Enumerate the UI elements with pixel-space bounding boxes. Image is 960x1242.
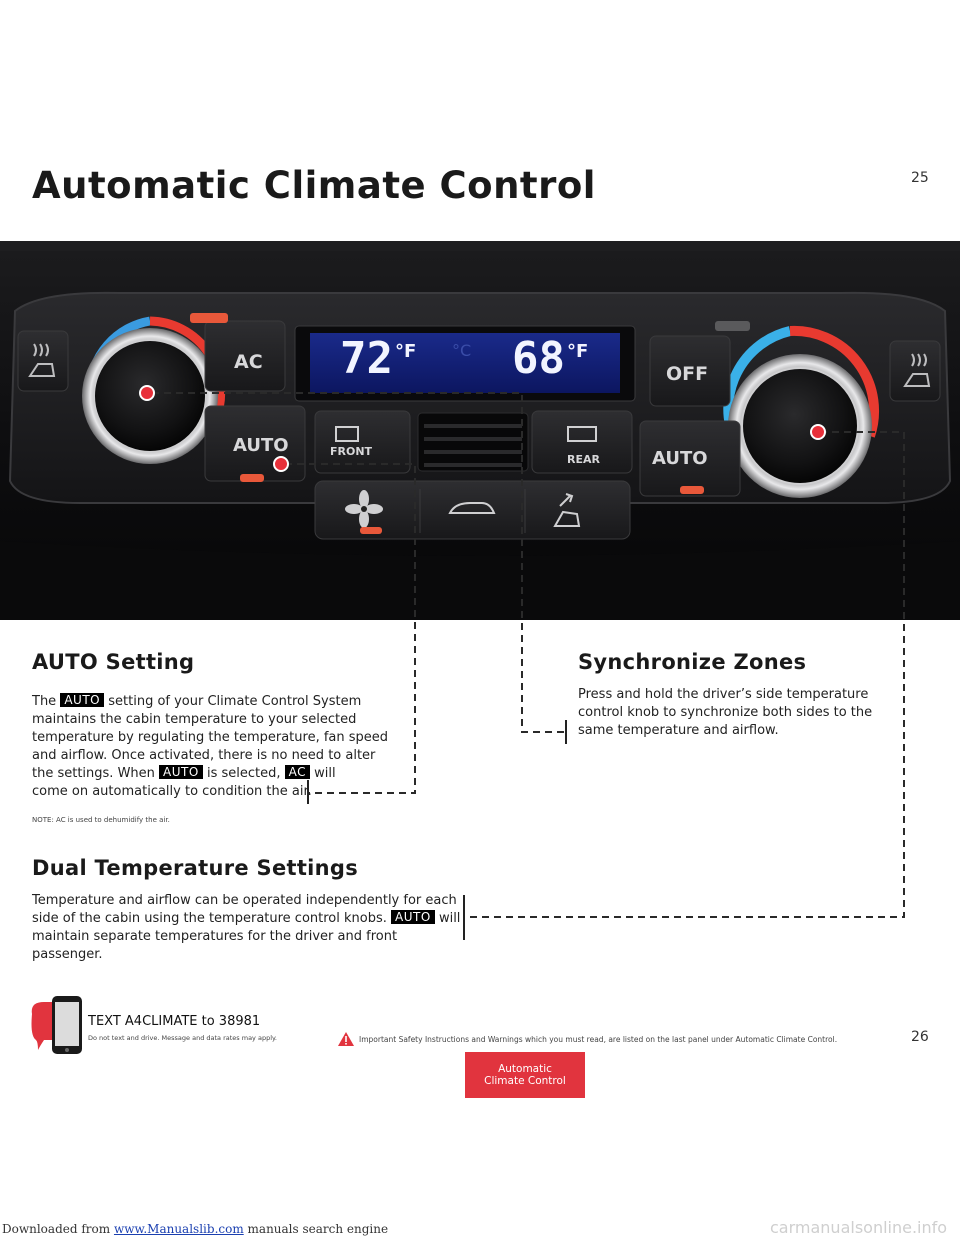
warning-icon bbox=[337, 1031, 355, 1051]
ac-button-label-inline: AC bbox=[285, 765, 310, 779]
footer-suffix: manuals search engine bbox=[247, 1222, 389, 1236]
manualslib-link[interactable]: www.Manualslib.com bbox=[113, 1222, 244, 1236]
safety-warning: Important Safety Instructions and Warnings which you must read, are listed on the last panel under Automatic Climate Control. bbox=[359, 1035, 838, 1044]
page-number-bottom: 26 bbox=[911, 1029, 929, 1045]
text: maintain separate temperatures for the driver and front passenger. bbox=[32, 929, 398, 962]
text: The bbox=[32, 694, 57, 709]
lcd-celsius-unit: °C bbox=[452, 341, 472, 360]
dual-temp-body bbox=[32, 892, 462, 964]
text: is selected, bbox=[206, 766, 281, 781]
auto-left-button-label: AUTO bbox=[233, 435, 289, 456]
watermark: carmanualsonline.info bbox=[770, 1218, 948, 1237]
dual-temp-section bbox=[32, 856, 358, 880]
text: will bbox=[314, 766, 336, 781]
auto-right-button-label: AUTO bbox=[652, 448, 708, 469]
auto-setting-body bbox=[32, 693, 392, 801]
section-tab-automatic-climate-control[interactable] bbox=[465, 1052, 585, 1098]
auto-setting-heading: AUTO Setting bbox=[32, 650, 195, 674]
page-title: Automatic Climate Control bbox=[32, 164, 596, 207]
auto-button-label: AUTO bbox=[60, 693, 104, 707]
text: and airflow. Once activated, there is no need to alter bbox=[32, 748, 376, 763]
rear-defrost-label: REAR bbox=[567, 453, 600, 466]
text: will bbox=[438, 911, 461, 926]
section-tab-line1: Automatic bbox=[498, 1063, 552, 1075]
text: temperature by regulating the temperature, fan speed bbox=[32, 730, 389, 745]
auto-setting-section bbox=[32, 650, 194, 674]
text-promo-disclaimer: Do not text and drive. Message and data rates may apply. bbox=[88, 1034, 277, 1042]
lcd-right-unit: °F bbox=[567, 341, 589, 362]
section-tab-line2: Climate Control bbox=[484, 1075, 566, 1087]
sync-zones-section bbox=[578, 650, 806, 674]
dual-temp-heading: Dual Temperature Settings bbox=[32, 856, 359, 880]
climate-panel-photo bbox=[0, 241, 960, 620]
text-promo: TEXT A4CLIMATE to 38981 bbox=[88, 1014, 261, 1029]
auto-button-label: AUTO bbox=[159, 765, 203, 779]
sync-zones-heading: Synchronize Zones bbox=[578, 650, 807, 674]
phone-icon bbox=[30, 996, 86, 1060]
auto-button-label: AUTO bbox=[391, 910, 435, 924]
text: the settings. When bbox=[32, 766, 155, 781]
sync-zones-body bbox=[578, 686, 878, 740]
lcd-left-temp: 72 bbox=[340, 333, 393, 384]
page-number-top: 25 bbox=[911, 170, 929, 186]
text: control knob to synchronize both sides to the bbox=[578, 705, 873, 720]
off-button-label: OFF bbox=[666, 363, 709, 385]
text: same temperature and airflow. bbox=[578, 723, 779, 738]
ac-button-label: AC bbox=[234, 351, 263, 373]
front-defrost-label: FRONT bbox=[330, 445, 373, 458]
text: side of the cabin using the temperature control knobs. bbox=[32, 911, 387, 926]
ac-note: NOTE: AC is used to dehumidify the air. bbox=[32, 816, 170, 824]
text: come on automatically to condition the air. bbox=[32, 784, 312, 799]
lcd-right-temp: 68 bbox=[512, 333, 565, 384]
text: setting of your Climate Control System bbox=[108, 694, 362, 709]
footer-download-line bbox=[2, 1222, 388, 1236]
lcd-left-unit: °F bbox=[395, 341, 417, 362]
text: Temperature and airflow can be operated independently for each bbox=[32, 893, 457, 908]
text: Press and hold the driver’s side temperature bbox=[578, 687, 869, 702]
text: maintains the cabin temperature to your selected bbox=[32, 712, 357, 727]
footer-prefix: Downloaded from bbox=[2, 1222, 111, 1236]
